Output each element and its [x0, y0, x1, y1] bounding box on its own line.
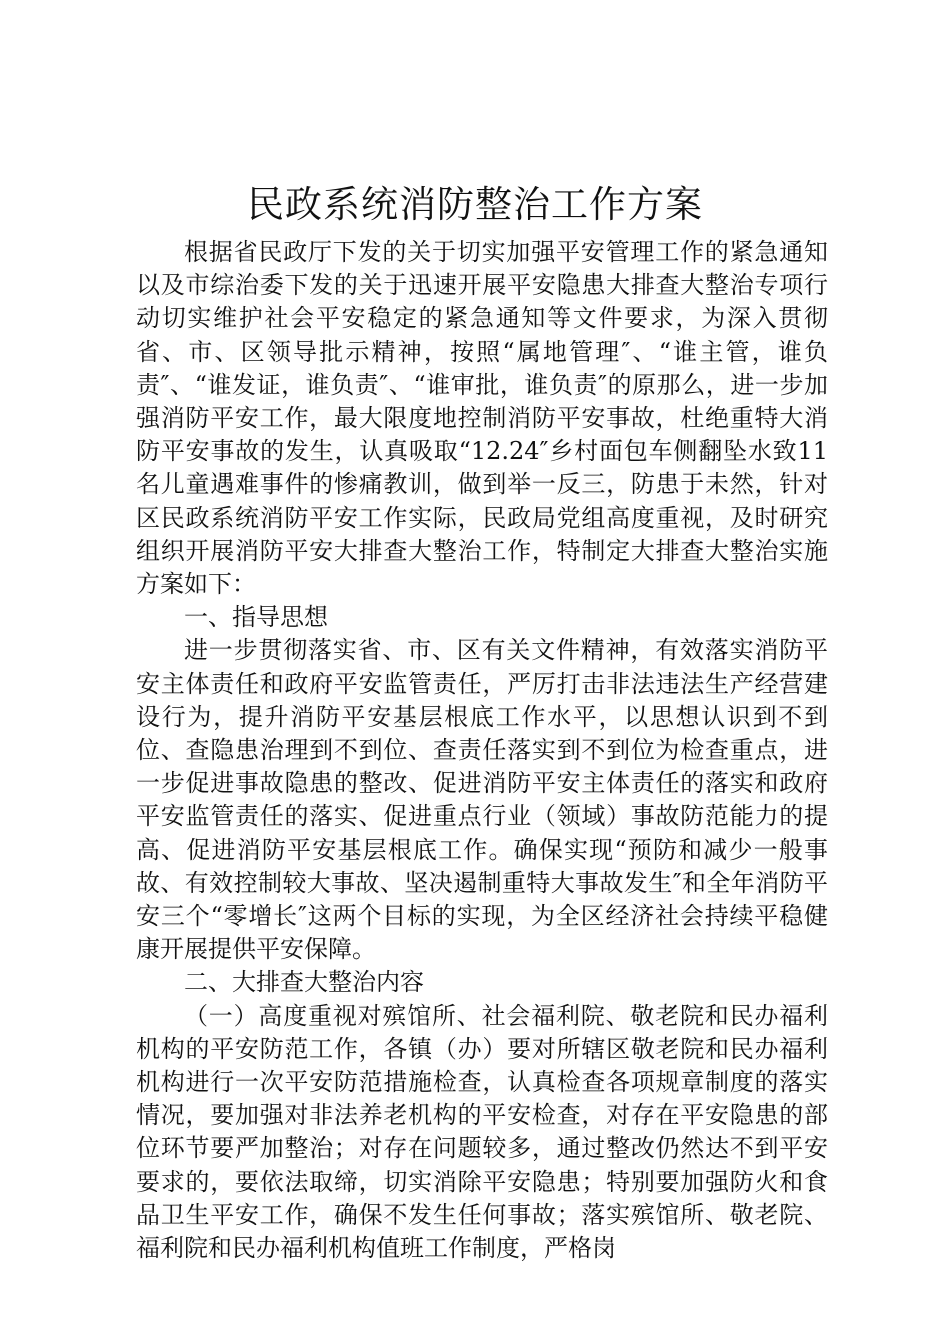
- document-title: 民政系统消防整治工作方案: [247, 183, 703, 226]
- paragraph-content-item-1: （一）高度重视对殡馆所、社会福利院、敬老院和民办福利机构的平安防范工作，各镇（办）要对所辖区敬老院和民办福利机构进行一次平安防范措施检查，认真检查各项规章制度的落实情况，要加强对非法养老机构的平安检查，对存在平安隐患的部位环节要严加整治；对存在问题较多，通过整改仍然达不到平安要求的，要依法取缔，切实消除平安隐患；特别要加强防火和食品卫生平安工作，确保不发生任何事故；落实殡馆所、敬老院、福利院和民办福利机构值班工作制度，严格岗: [136, 1001, 828, 1263]
- section-heading-guiding-ideology: 一、指导思想: [184, 603, 328, 632]
- document-body: [136, 236, 828, 1265]
- paragraph-intro: 根据省民政厅下发的关于切实加强平安管理工作的紧急通知以及市综治委下发的关于迅速开展平安隐患大排查大整治专项行动切实维护社会平安稳定的紧急通知等文件要求，为深入贯彻省、市、区领导批示精神，按照“属地管理″、“谁主管，谁负责″、“谁发证，谁负责″、“谁审批，谁负责″的原那么，进一步加强消防平安工作，最大限度地控制消防平安事故，杜绝重特大消防平安事故的发生，认真吸取“12.24″乡村面包车侧翻坠水致11名儿童遇难事件的惨痛教训，做到举一反三，防患于未然，针对区民政系统消防平安工作实际，民政局党组高度重视，及时研究组织开展消防平安大排查大整治工作，特制定大排查大整治实施方案如下：: [136, 238, 828, 599]
- section-heading-content: 二、大排查大整治内容: [184, 968, 424, 997]
- paragraph-guiding-ideology: 进一步贯彻落实省、市、区有关文件精神，有效落实消防平安主体责任和政府平安监管责任，严厉打击非法违法生产经营建设行为，提升消防平安基层根底工作水平，以思想认识到不到位、查隐患治理到不到位、查责任落实到不到位为检查重点，进一步促进事故隐患的整改、促进消防平安主体责任的落实和政府平安监管责任的落实、促进重点行业（领域）事故防范能力的提高、促进消防平安基层根底工作。确保实现“预防和减少一般事故、有效控制较大事故、坚决遏制重特大事故发生″和全年消防平安三个“零增长″这两个目标的实现，为全区经济社会持续平稳健康开展提供平安保障。: [136, 636, 828, 964]
